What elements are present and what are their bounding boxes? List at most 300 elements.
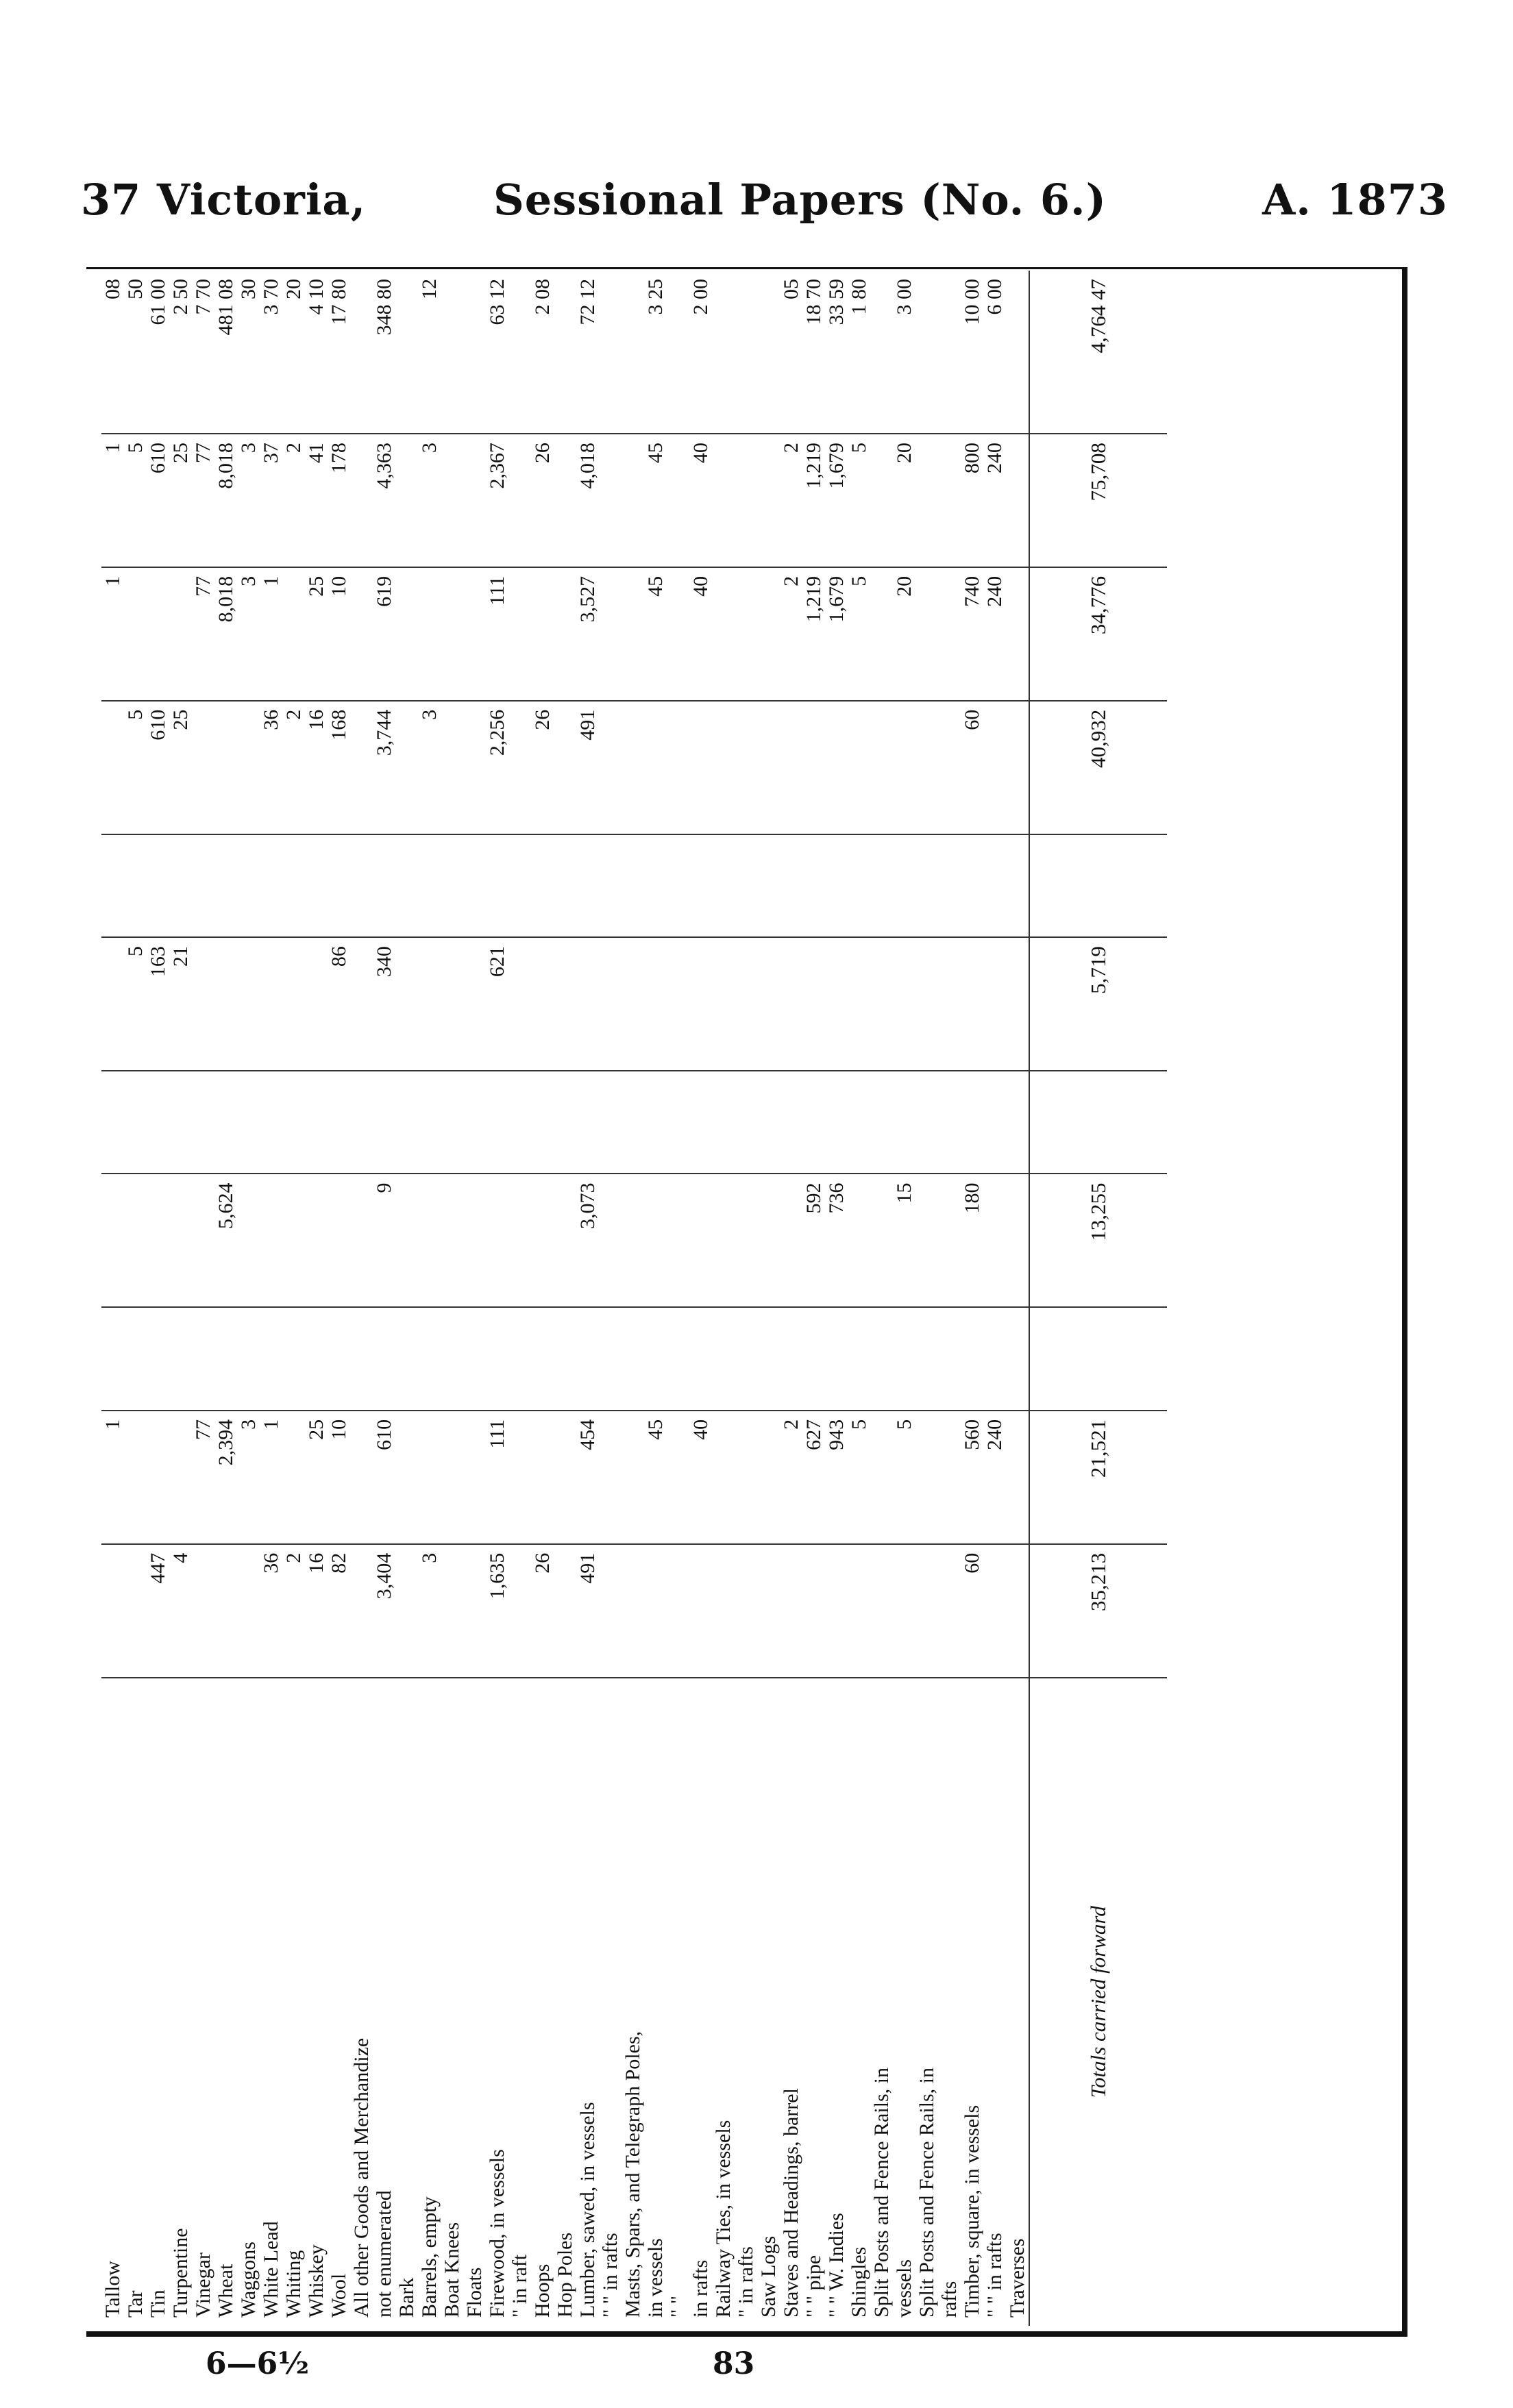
- cell-c3: [192, 1307, 214, 1411]
- cell-c2: 77: [192, 1411, 214, 1544]
- cell-c6: [214, 937, 237, 1071]
- cell-c10: 610: [147, 434, 169, 567]
- cell-c1: [757, 1544, 780, 1678]
- row-label: Tin: [146, 2289, 169, 2318]
- cell-c11: [915, 271, 938, 434]
- cell-c2: 560: [961, 1411, 983, 1544]
- cell-c9: [395, 567, 418, 701]
- cell-c6: [237, 937, 260, 1071]
- cell-c4: [124, 1174, 147, 1307]
- cell-c2: [169, 1411, 192, 1544]
- cell-c6: [418, 937, 441, 1071]
- cell-c2: [938, 1411, 961, 1544]
- cell-c6: [848, 937, 870, 1071]
- cell-c10: [622, 434, 644, 567]
- cell-c8: [350, 701, 373, 834]
- cell-c7: [644, 834, 667, 938]
- cell-c9: 1,679: [825, 567, 848, 701]
- cell-c8: [712, 701, 735, 834]
- header-center: Sessional Papers (No. 6.): [493, 175, 1107, 225]
- cell-c3: [124, 1307, 147, 1411]
- rotated-table-wrapper: [96, 271, 1401, 2326]
- cell-c4: [689, 1174, 712, 1307]
- row-label: Saw Logs: [756, 2235, 780, 2318]
- cell-c5: [237, 1071, 260, 1174]
- cell-c8: [938, 701, 961, 834]
- row-label: Tar: [123, 2290, 147, 2318]
- cell-c7: [373, 834, 395, 938]
- cell-c11: 33 59: [825, 271, 848, 434]
- cell-c10: 2: [282, 434, 305, 567]
- cell-c4: [441, 1174, 463, 1307]
- cell-c1: [825, 1544, 848, 1678]
- cell-c10: 5: [124, 434, 147, 567]
- cell-c2: 25: [305, 1411, 328, 1544]
- cell-c3: [825, 1307, 848, 1411]
- cell-c6: 86: [328, 937, 350, 1071]
- cell-c1: [599, 1544, 622, 1678]
- cell-c2: 1: [260, 1411, 282, 1544]
- row-label: vessels: [892, 2259, 915, 2318]
- cell-c1: [712, 1544, 735, 1678]
- cell-c7: [237, 834, 260, 938]
- cell-c2: [282, 1411, 305, 1544]
- cell-c6: [780, 937, 802, 1071]
- table-row: [463, 271, 486, 2326]
- table-row: [237, 271, 260, 2326]
- cell-c4: [938, 1174, 961, 1307]
- cell-c7: [531, 834, 554, 938]
- cell-c11: 4 10: [305, 271, 328, 434]
- totals-cell-c11: 4,764 47: [1029, 271, 1167, 434]
- cell-c6: [395, 937, 418, 1071]
- cell-c8: [802, 701, 825, 834]
- cell-c6: [531, 937, 554, 1071]
- cell-c2: [147, 1411, 169, 1544]
- cell-c7: [848, 834, 870, 938]
- cell-c4: [463, 1174, 486, 1307]
- cell-c7: [961, 834, 983, 938]
- cell-c5: [214, 1071, 237, 1174]
- cell-c11: 18 70: [802, 271, 825, 434]
- row-label: " " pipe: [802, 2255, 825, 2318]
- totals-cell-c4: 13,255: [1029, 1174, 1167, 1307]
- totals-cell-c2: 21,521: [1029, 1411, 1167, 1544]
- cell-c10: [667, 434, 689, 567]
- cell-c3: [1006, 1307, 1029, 1411]
- cell-c11: [1006, 271, 1029, 434]
- cell-c7: [1006, 834, 1029, 938]
- cell-c11: 7 70: [192, 271, 214, 434]
- cell-c11: [508, 271, 531, 434]
- table-row: [260, 271, 282, 2326]
- cell-c4: [260, 1174, 282, 1307]
- table-row: [915, 271, 938, 2326]
- row-label: " " W. Indies: [824, 2213, 848, 2318]
- cell-c1: [983, 1544, 1006, 1678]
- cell-c5: [169, 1071, 192, 1174]
- cell-c2: [622, 1411, 644, 1544]
- cell-c9: [124, 567, 147, 701]
- row-label: " in raft: [508, 2254, 531, 2318]
- rotated-table: [96, 271, 1401, 2326]
- cell-c3: [802, 1307, 825, 1411]
- cell-c9: 1,219: [802, 567, 825, 701]
- cell-c3: [531, 1307, 554, 1411]
- cell-c2: [554, 1411, 576, 1544]
- cell-c2: 10: [328, 1411, 350, 1544]
- cell-c9: [350, 567, 373, 701]
- cell-c5: [870, 1071, 893, 1174]
- cell-c11: 6 00: [983, 271, 1006, 434]
- cell-c2: [395, 1411, 418, 1544]
- cell-c6: 621: [486, 937, 508, 1071]
- cell-c9: 25: [305, 567, 328, 701]
- cell-c5: [644, 1071, 667, 1174]
- cell-c3: [622, 1307, 644, 1411]
- cell-c1: 4: [169, 1544, 192, 1678]
- cell-c5: [938, 1071, 961, 1174]
- cell-c3: [305, 1307, 328, 1411]
- cell-c10: 3: [418, 434, 441, 567]
- table-row: [848, 271, 870, 2326]
- cell-c8: [689, 701, 712, 834]
- cell-c1: [644, 1544, 667, 1678]
- cell-c5: [395, 1071, 418, 1174]
- cell-c9: [735, 567, 757, 701]
- cell-c5: [350, 1071, 373, 1174]
- cell-c6: [757, 937, 780, 1071]
- cell-c7: [712, 834, 735, 938]
- cell-c9: [667, 567, 689, 701]
- cell-c4: [735, 1174, 757, 1307]
- cell-c3: [689, 1307, 712, 1411]
- row-label: " " in rafts: [983, 2233, 1006, 2318]
- cell-c11: 3 70: [260, 271, 282, 434]
- cell-c7: [441, 834, 463, 938]
- page-number: 83: [713, 2346, 755, 2381]
- totals-cell-c1: 35,213: [1029, 1544, 1167, 1678]
- cell-c11: 2 08: [531, 271, 554, 434]
- cell-c4: [328, 1174, 350, 1307]
- cell-c3: [735, 1307, 757, 1411]
- totals-cell-c3: [1029, 1307, 1167, 1411]
- cell-c7: [554, 834, 576, 938]
- cell-c10: [350, 434, 373, 567]
- row-label: Boat Knees: [440, 2222, 463, 2318]
- cell-c4: [508, 1174, 531, 1307]
- cell-c5: [802, 1071, 825, 1174]
- cell-c10: [870, 434, 893, 567]
- totals-cell-c9: 34,776: [1029, 567, 1167, 701]
- cell-c7: [622, 834, 644, 938]
- cell-c2: [870, 1411, 893, 1544]
- cell-c7: [101, 834, 124, 938]
- cell-c11: 05: [780, 271, 802, 434]
- cell-c8: [1006, 701, 1029, 834]
- row-label: Wool: [327, 2273, 350, 2318]
- cell-c11: 348 80: [373, 271, 395, 434]
- cell-c5: [101, 1071, 124, 1174]
- row-label: Floats: [463, 2267, 486, 2318]
- cell-c4: [667, 1174, 689, 1307]
- table-row: [282, 271, 305, 2326]
- cell-c6: [305, 937, 328, 1071]
- table-row: [825, 271, 848, 2326]
- cell-c8: [237, 701, 260, 834]
- cell-c6: 21: [169, 937, 192, 1071]
- cell-c4: 180: [961, 1174, 983, 1307]
- cell-c8: [848, 701, 870, 834]
- cell-c7: [328, 834, 350, 938]
- cell-c11: 50: [124, 271, 147, 434]
- cell-c3: [667, 1307, 689, 1411]
- cell-c1: 491: [576, 1544, 599, 1678]
- cell-c3: [237, 1307, 260, 1411]
- cell-c11: 3 25: [644, 271, 667, 434]
- cell-c9: 40: [689, 567, 712, 701]
- cell-c1: [622, 1544, 644, 1678]
- cell-c1: [237, 1544, 260, 1678]
- cell-c11: [441, 271, 463, 434]
- cell-c2: 1: [101, 1411, 124, 1544]
- cell-c6: [712, 937, 735, 1071]
- cell-c6: [1006, 937, 1029, 1071]
- totals-cell-c10: 75,708: [1029, 434, 1167, 567]
- cell-c11: 12: [418, 271, 441, 434]
- row-label: in vessels: [643, 2238, 667, 2318]
- cell-c9: [554, 567, 576, 701]
- cell-c5: [983, 1071, 1006, 1174]
- cell-c10: 26: [531, 434, 554, 567]
- row-label: Shingles: [847, 2246, 870, 2318]
- cell-c3: [350, 1307, 373, 1411]
- cell-c4: [282, 1174, 305, 1307]
- row-label: Railway Ties, in vessels: [711, 2120, 735, 2318]
- cell-c9: [147, 567, 169, 701]
- cell-c7: [282, 834, 305, 938]
- row-label: Whiting: [282, 2250, 305, 2318]
- cell-c8: 26: [531, 701, 554, 834]
- cell-c7: [214, 834, 237, 938]
- cell-c4: 15: [893, 1174, 915, 1307]
- cell-c3: [938, 1307, 961, 1411]
- cell-c8: 168: [328, 701, 350, 834]
- cell-c4: [237, 1174, 260, 1307]
- cell-c10: [554, 434, 576, 567]
- cell-c1: [915, 1544, 938, 1678]
- cell-c10: 178: [328, 434, 350, 567]
- row-label: " in rafts: [734, 2246, 757, 2318]
- cell-c6: [870, 937, 893, 1071]
- cell-c3: [260, 1307, 282, 1411]
- cell-c9: [1006, 567, 1029, 701]
- row-label: Tallow: [101, 2261, 124, 2318]
- cell-c5: [915, 1071, 938, 1174]
- table-row: [983, 271, 1006, 2326]
- cell-c5: [531, 1071, 554, 1174]
- totals-cell-c5: [1029, 1071, 1167, 1174]
- cell-c8: [508, 701, 531, 834]
- cell-c2: [441, 1411, 463, 1544]
- cell-c5: [373, 1071, 395, 1174]
- cell-c10: 45: [644, 434, 667, 567]
- cell-c3: [870, 1307, 893, 1411]
- cell-c11: 63 12: [486, 271, 508, 434]
- cell-c11: 2 00: [689, 271, 712, 434]
- cell-c7: [395, 834, 418, 938]
- cell-c3: [282, 1307, 305, 1411]
- cell-c10: 8,018: [214, 434, 237, 567]
- cell-c1: [893, 1544, 915, 1678]
- cell-c4: [915, 1174, 938, 1307]
- cell-c4: [712, 1174, 735, 1307]
- cell-c6: [644, 937, 667, 1071]
- cell-c2: 454: [576, 1411, 599, 1544]
- table-row: [667, 271, 689, 2326]
- cell-c1: [689, 1544, 712, 1678]
- table-row: [554, 271, 576, 2326]
- cell-c10: 37: [260, 434, 282, 567]
- cell-c10: 3: [237, 434, 260, 567]
- cell-c7: [350, 834, 373, 938]
- totals-cell-c6: 5,719: [1029, 937, 1167, 1071]
- row-label: White Lead: [259, 2221, 282, 2318]
- cell-c10: 800: [961, 434, 983, 567]
- table-row: [305, 271, 328, 2326]
- cell-c11: 30: [237, 271, 260, 434]
- table-row: [147, 271, 169, 2326]
- cell-c7: [757, 834, 780, 938]
- cell-c9: [712, 567, 735, 701]
- cell-c7: [825, 834, 848, 938]
- cell-c11: [757, 271, 780, 434]
- cell-c1: [395, 1544, 418, 1678]
- cell-c9: [463, 567, 486, 701]
- cell-c2: 3: [237, 1411, 260, 1544]
- cell-c8: [192, 701, 214, 834]
- cell-c1: 3,404: [373, 1544, 395, 1678]
- cell-c9: 77: [192, 567, 214, 701]
- cell-c8: 60: [961, 701, 983, 834]
- cell-c2: 45: [644, 1411, 667, 1544]
- row-label: Wheat: [214, 2263, 237, 2318]
- cell-c8: 36: [260, 701, 282, 834]
- table-row: [689, 271, 712, 2326]
- row-label: Firewood, in vessels: [485, 2149, 508, 2318]
- cell-c11: [554, 271, 576, 434]
- row-label: Staves and Headings, barrel: [779, 2088, 802, 2318]
- cell-c5: [825, 1071, 848, 1174]
- cell-c1: [101, 1544, 124, 1678]
- cell-c9: 45: [644, 567, 667, 701]
- totals-cell-c8: 40,932: [1029, 701, 1167, 834]
- cell-c5: [260, 1071, 282, 1174]
- cell-c8: [644, 701, 667, 834]
- cell-c8: [915, 701, 938, 834]
- cell-c9: [169, 567, 192, 701]
- cell-c3: [373, 1307, 395, 1411]
- cell-c8: [395, 701, 418, 834]
- cell-c3: [214, 1307, 237, 1411]
- cell-c2: 240: [983, 1411, 1006, 1544]
- cell-c5: [735, 1071, 757, 1174]
- table-row: [328, 271, 350, 2326]
- row-label: Vinegar: [191, 2252, 214, 2318]
- cell-c6: 340: [373, 937, 395, 1071]
- header-right: A. 1873: [1262, 175, 1448, 225]
- cell-c5: [757, 1071, 780, 1174]
- cell-c2: 5: [893, 1411, 915, 1544]
- row-label: in rafts: [689, 2259, 712, 2318]
- cell-c7: [983, 834, 1006, 938]
- cell-c7: [667, 834, 689, 938]
- cell-c11: 17 80: [328, 271, 350, 434]
- cell-c11: 481 08: [214, 271, 237, 434]
- cell-c11: 1 80: [848, 271, 870, 434]
- cell-c4: [101, 1174, 124, 1307]
- cell-c2: 40: [689, 1411, 712, 1544]
- cell-c2: 610: [373, 1411, 395, 1544]
- cell-c3: [554, 1307, 576, 1411]
- cell-c1: [735, 1544, 757, 1678]
- cell-c10: 41: [305, 434, 328, 567]
- row-label: Split Posts and Fence Rails, in: [870, 2067, 893, 2318]
- header-left: 37 Victoria,: [81, 175, 367, 225]
- cell-c1: [124, 1544, 147, 1678]
- cell-c1: [441, 1544, 463, 1678]
- cell-c1: 26: [531, 1544, 554, 1678]
- cell-c1: 447: [147, 1544, 169, 1678]
- cell-c8: 491: [576, 701, 599, 834]
- cell-c8: [735, 701, 757, 834]
- cell-c6: [735, 937, 757, 1071]
- cell-c2: [418, 1411, 441, 1544]
- table-row: [961, 271, 983, 2326]
- cell-c10: 5: [848, 434, 870, 567]
- cell-c3: [893, 1307, 915, 1411]
- table-row: [802, 271, 825, 2326]
- cell-c9: [599, 567, 622, 701]
- row-label: Hoops: [530, 2263, 554, 2318]
- table-row: [1006, 271, 1029, 2326]
- cell-c5: [147, 1071, 169, 1174]
- row-label: Traverses: [1005, 2238, 1029, 2318]
- cell-c4: [780, 1174, 802, 1307]
- cell-c7: [169, 834, 192, 938]
- cell-c1: 2: [282, 1544, 305, 1678]
- cell-c1: [350, 1544, 373, 1678]
- cell-c2: [599, 1411, 622, 1544]
- cell-c9: [870, 567, 893, 701]
- cell-c8: [825, 701, 848, 834]
- cell-c4: [147, 1174, 169, 1307]
- cell-c11: 08: [101, 271, 124, 434]
- cell-c7: [893, 834, 915, 938]
- cell-c5: [961, 1071, 983, 1174]
- table-row: [870, 271, 893, 2326]
- cell-c3: [983, 1307, 1006, 1411]
- cell-c3: [780, 1307, 802, 1411]
- cell-c5: [282, 1071, 305, 1174]
- cell-c2: 2,394: [214, 1411, 237, 1544]
- cell-c3: [328, 1307, 350, 1411]
- cell-c4: [644, 1174, 667, 1307]
- cell-c10: [735, 434, 757, 567]
- table-row: [531, 271, 554, 2326]
- cell-c6: [893, 937, 915, 1071]
- cell-c9: [757, 567, 780, 701]
